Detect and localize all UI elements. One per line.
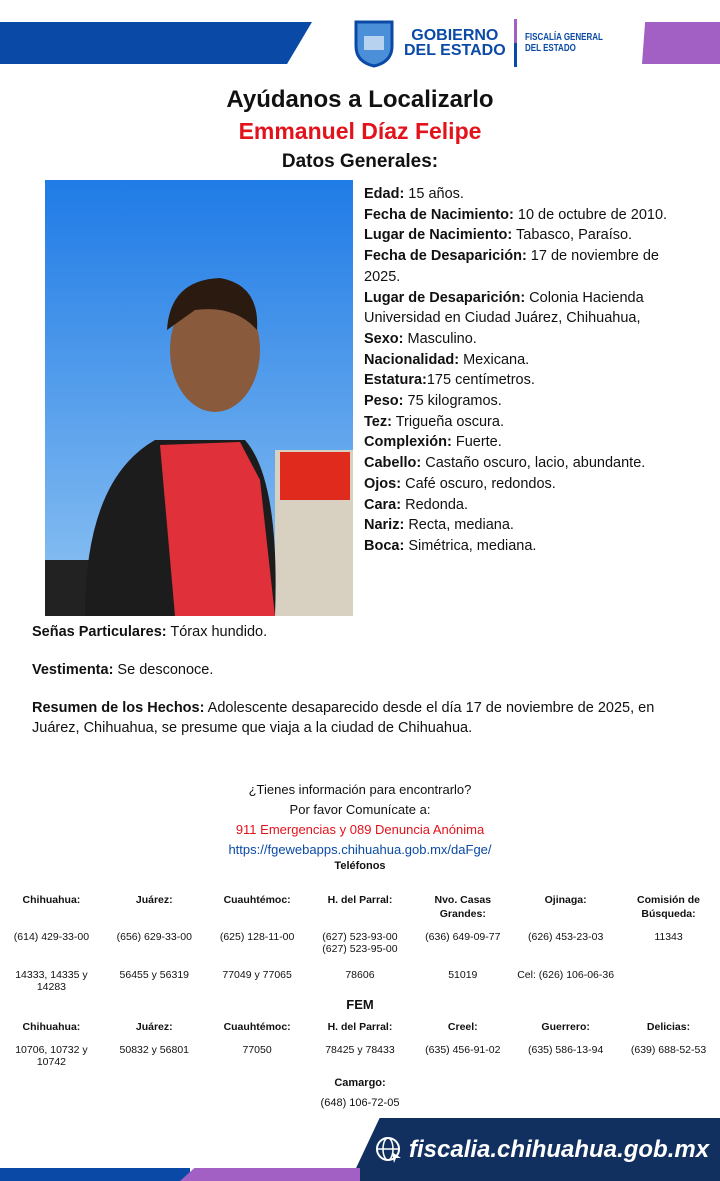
phone-cell: (626) 453-23-03 <box>527 931 604 943</box>
phone-cell: (656) 629-33-00 <box>116 931 192 943</box>
phone-cell: 78425 y 78433 <box>325 1044 395 1056</box>
phone-cell: 14333, 14335 y 14283 <box>15 969 88 993</box>
detail-value: Mexicana. <box>459 351 530 368</box>
detail-item <box>364 225 694 246</box>
detail-item <box>364 350 694 371</box>
distinguishing-marks <box>32 622 692 642</box>
detail-value: 175 centímetros. <box>426 372 535 389</box>
detail-item <box>364 515 694 536</box>
detail-label: Ojos: <box>364 475 402 492</box>
detail-item <box>364 453 694 474</box>
detail-value: Recta, mediana. <box>404 517 514 534</box>
city-header: Chihuahua: <box>22 1021 81 1033</box>
detail-label: Cabello: <box>364 455 422 472</box>
general-data-list <box>364 184 694 557</box>
camargo-label: Camargo: <box>334 1077 386 1089</box>
detail-label: Lugar de Desaparición: <box>364 289 526 306</box>
fiscalia-del-estado-text: DEL ESTADO <box>524 43 576 54</box>
detail-label: Complexión: <box>364 434 452 451</box>
detail-label: Nacionalidad: <box>364 351 460 368</box>
city-header: Chihuahua: <box>22 894 81 906</box>
contact-block <box>0 780 720 860</box>
detail-label: Fecha de Desaparición: <box>364 248 527 265</box>
detail-label: Lugar de Nacimiento: <box>364 227 513 244</box>
detail-label: Boca: <box>364 537 405 554</box>
detail-item <box>364 205 694 226</box>
detail-item <box>364 391 694 412</box>
vestimenta-label: Vestimenta: <box>32 662 114 678</box>
table-row <box>0 931 720 969</box>
phone-cell: (636) 649-09-77 <box>425 931 501 943</box>
city-header: Cuauhtémoc: <box>223 894 291 906</box>
vestimenta-value: Se desconoce. <box>113 662 214 678</box>
poster-title: Ayúdanos a Localizarlo <box>226 86 494 113</box>
del-estado-text: DEL ESTADO <box>404 42 506 59</box>
detail-value: Café oscuro, redondos. <box>401 475 556 492</box>
detail-value: Masculino. <box>403 330 477 347</box>
phone-cell: 51019 <box>448 969 478 981</box>
detail-value: Colonia Hacienda Universidad en Ciudad Juárez, Chihuahua, <box>364 289 644 327</box>
contact-question: ¿Tienes información para encontrarlo? <box>248 782 472 797</box>
resumen-label: Resumen de los Hechos: <box>32 700 205 716</box>
emergency-numbers: 911 Emergencias y 089 Denuncia Anónima <box>235 822 485 837</box>
phone-cell: 77049 y 77065 <box>222 969 292 981</box>
header-blue-band <box>0 22 312 64</box>
section-title: Datos Generales: <box>281 151 439 172</box>
detail-value: 75 kilogramos. <box>403 393 502 410</box>
phone-cell: 50832 y 56801 <box>119 1044 189 1056</box>
city-header: Juárez: <box>135 1021 173 1033</box>
phone-cell: (627) 523-93-00 (627) 523-95-00 <box>322 931 398 955</box>
detail-value: 15 años. <box>404 186 464 202</box>
detail-label: Edad: <box>364 186 405 202</box>
detail-item <box>364 432 694 453</box>
footer-purple-stripe <box>180 1168 360 1181</box>
detail-item <box>364 246 694 287</box>
table-header-row <box>0 893 720 931</box>
government-logo <box>352 18 622 68</box>
city-header: Comisión de Búsqueda: <box>637 894 701 920</box>
detail-item <box>364 495 694 516</box>
phone-cell: (635) 586-13-94 <box>527 1044 604 1056</box>
gobierno-text: GOBIERNO <box>411 27 499 44</box>
city-header: H. del Parral: <box>327 894 393 906</box>
detail-item <box>364 288 694 329</box>
detail-item <box>364 329 694 350</box>
phone-table <box>0 893 720 1007</box>
detail-value: Trigueña oscura. <box>391 413 504 430</box>
phone-cell: (635) 456-91-02 <box>425 1044 501 1056</box>
telefonos-title: Teléfonos <box>334 860 386 870</box>
footer-url-text: fiscalia.chihuahua.gob.mx <box>409 1136 710 1163</box>
city-header: Ojinaga: <box>544 894 587 906</box>
logo-divider <box>514 19 517 67</box>
fem-title: FEM <box>346 997 374 1012</box>
city-header: Cuauhtémoc: <box>223 1021 291 1033</box>
detail-value: 10 de octubre de 2010. <box>513 206 668 223</box>
camargo-phone: (648) 106-72-05 <box>320 1097 400 1109</box>
city-header: Guerrero: <box>541 1021 590 1033</box>
phone-cell: 56455 y 56319 <box>119 969 189 981</box>
detail-value: Tabasco, Paraíso. <box>512 227 633 244</box>
facts-summary <box>32 698 692 738</box>
detail-value: Fuerte. <box>451 434 502 451</box>
city-header: Nvo. Casas Grandes: <box>434 894 492 920</box>
detail-item <box>364 474 694 495</box>
header-purple-band <box>642 22 720 64</box>
phone-cell: (625) 128-11-00 <box>219 931 295 943</box>
city-header: Juárez: <box>135 894 173 906</box>
phone-cell: 77050 <box>242 1044 272 1056</box>
city-header: Delicias: <box>646 1021 691 1033</box>
detail-item <box>364 370 694 391</box>
detail-item <box>364 184 694 205</box>
table-header-row <box>0 1020 720 1044</box>
detail-item <box>364 536 694 557</box>
contact-please: Por favor Comunícate a: <box>289 802 431 817</box>
detail-value: Redonda. <box>401 496 468 513</box>
fiscalia-text: FISCALÍA GENERAL <box>524 32 603 43</box>
phone-cell: 11343 <box>654 931 683 943</box>
phone-cell: (639) 688-52-53 <box>630 1044 707 1056</box>
phone-cell: 78606 <box>345 969 375 981</box>
detail-label: Cara: <box>364 496 402 513</box>
footer-blue-stripe <box>0 1168 190 1181</box>
detail-label: Nariz: <box>364 517 405 534</box>
camargo-contact <box>0 1073 720 1113</box>
missing-person-photo <box>45 180 353 616</box>
resumen-value: Adolescente desaparecido desde el día 17 de noviembre de 2025, en Juárez, Chihuahua, se presume que viaja a la ciudad de Chihuahua. <box>32 700 655 736</box>
phone-cell: 10706, 10732 y 10742 <box>15 1044 88 1068</box>
detail-label: Tez: <box>364 413 392 430</box>
detail-value: Simétrica, mediana. <box>404 537 537 554</box>
detail-label: Peso: <box>364 393 404 410</box>
phone-cell: (614) 429-33-00 <box>13 931 90 943</box>
globe-cursor-icon <box>375 1136 403 1164</box>
detail-label: Fecha de Nacimiento: <box>364 206 514 223</box>
city-header: H. del Parral: <box>327 1021 393 1033</box>
report-link[interactable]: https://fgewebapps.chihuahua.gob.mx/daFge/ <box>228 842 492 857</box>
detail-item <box>364 412 694 433</box>
detail-value: 17 de noviembre de 2025. <box>364 248 659 285</box>
senas-value: Tórax hundido. <box>166 624 268 640</box>
clothing <box>32 660 692 680</box>
senas-label: Señas Particulares: <box>32 624 167 640</box>
state-shield-icon <box>352 18 396 68</box>
phone-cell: Cel: (626) 106-06-36 <box>517 969 615 981</box>
detail-value: Castaño oscuro, lacio, abundante. <box>421 455 646 472</box>
footer-website[interactable] <box>375 1136 709 1164</box>
detail-label: Sexo: <box>364 330 404 347</box>
detail-label: Estatura: <box>364 372 427 389</box>
missing-person-name: Emmanuel Díaz Felipe <box>238 118 482 144</box>
city-header: Creel: <box>447 1021 478 1033</box>
